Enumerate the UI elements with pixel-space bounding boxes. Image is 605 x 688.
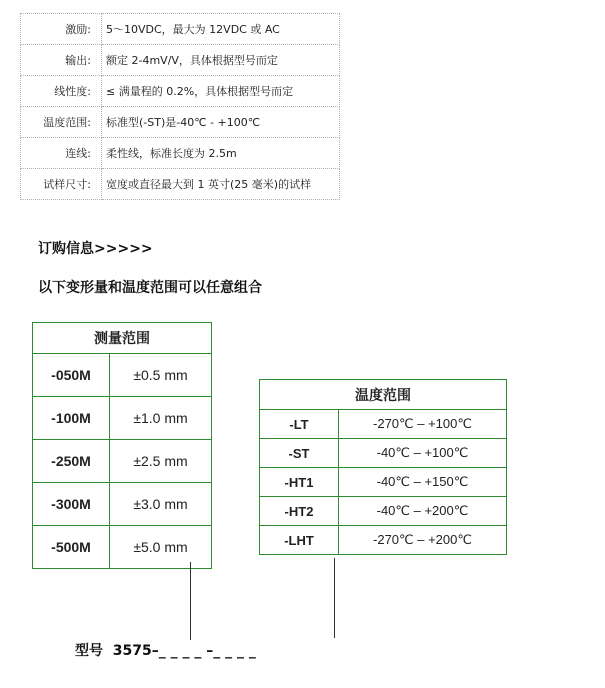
model-label: 型号 <box>75 643 103 659</box>
measure-code: -100M <box>33 397 110 440</box>
table-row <box>260 410 507 439</box>
table-row <box>33 354 212 397</box>
spec-value: 额定 2-4mV/V，具体根据型号而定 <box>102 45 340 76</box>
measure-code: -250M <box>33 440 110 483</box>
model-code: 3575–_ _ _ _ –_ _ _ _ <box>112 643 256 659</box>
temp-code: -LHT <box>260 526 339 555</box>
temp-value: -40℃ – +100℃ <box>339 439 507 468</box>
measure-value: ±0.5 mm <box>110 354 212 397</box>
measure-value: ±3.0 mm <box>110 483 212 526</box>
measure-code: -300M <box>33 483 110 526</box>
temp-range-table <box>259 379 507 555</box>
spec-value: 宽度或直径最大到 1 英寸(25 毫米)的试样 <box>102 169 340 200</box>
measure-range-title: 测量范围 <box>33 323 212 354</box>
order-info-heading: 订购信息>>>>> <box>38 241 153 257</box>
spec-value: 标准型(-ST)是-40℃ - +100℃ <box>102 107 340 138</box>
spec-label: 温度范围: <box>21 107 102 138</box>
table-row <box>260 468 507 497</box>
spec-row <box>21 169 340 200</box>
model-number <box>75 640 256 660</box>
spec-table <box>20 13 340 200</box>
combine-heading: 以下变形量和温度范围可以任意组合 <box>38 280 262 296</box>
table-row <box>260 439 507 468</box>
temp-code: -HT2 <box>260 497 339 526</box>
temp-code: -ST <box>260 439 339 468</box>
table-row <box>33 440 212 483</box>
spec-row <box>21 107 340 138</box>
spec-row <box>21 76 340 107</box>
measure-range-table <box>32 322 212 569</box>
spec-label: 输出: <box>21 45 102 76</box>
spec-value: ≤ 满量程的 0.2%，具体根据型号而定 <box>102 76 340 107</box>
measure-value: ±2.5 mm <box>110 440 212 483</box>
measure-code: -050M <box>33 354 110 397</box>
temp-code: -LT <box>260 410 339 439</box>
spec-value: 柔性线，标准长度为 2.5m <box>102 138 340 169</box>
measure-code: -500M <box>33 526 110 569</box>
measure-value: ±1.0 mm <box>110 397 212 440</box>
temp-range-title: 温度范围 <box>260 380 507 410</box>
temp-value: -40℃ – +200℃ <box>339 497 507 526</box>
temp-value: -270℃ – +200℃ <box>339 526 507 555</box>
connector-line-measure <box>190 562 191 640</box>
spec-row <box>21 14 340 45</box>
table-row <box>260 526 507 555</box>
temp-code: -HT1 <box>260 468 339 497</box>
table-row <box>33 397 212 440</box>
spec-label: 连线: <box>21 138 102 169</box>
spec-row <box>21 138 340 169</box>
table-row <box>33 526 212 569</box>
temp-value: -270℃ – +100℃ <box>339 410 507 439</box>
spec-label: 试样尺寸: <box>21 169 102 200</box>
temp-value: -40℃ – +150℃ <box>339 468 507 497</box>
measure-value: ±5.0 mm <box>110 526 212 569</box>
table-row <box>260 497 507 526</box>
table-row <box>33 483 212 526</box>
connector-line-temp <box>334 558 335 638</box>
spec-value: 5～10VDC，最大为 12VDC 或 AC <box>102 14 340 45</box>
spec-label: 激励: <box>21 14 102 45</box>
spec-row <box>21 45 340 76</box>
spec-label: 线性度: <box>21 76 102 107</box>
